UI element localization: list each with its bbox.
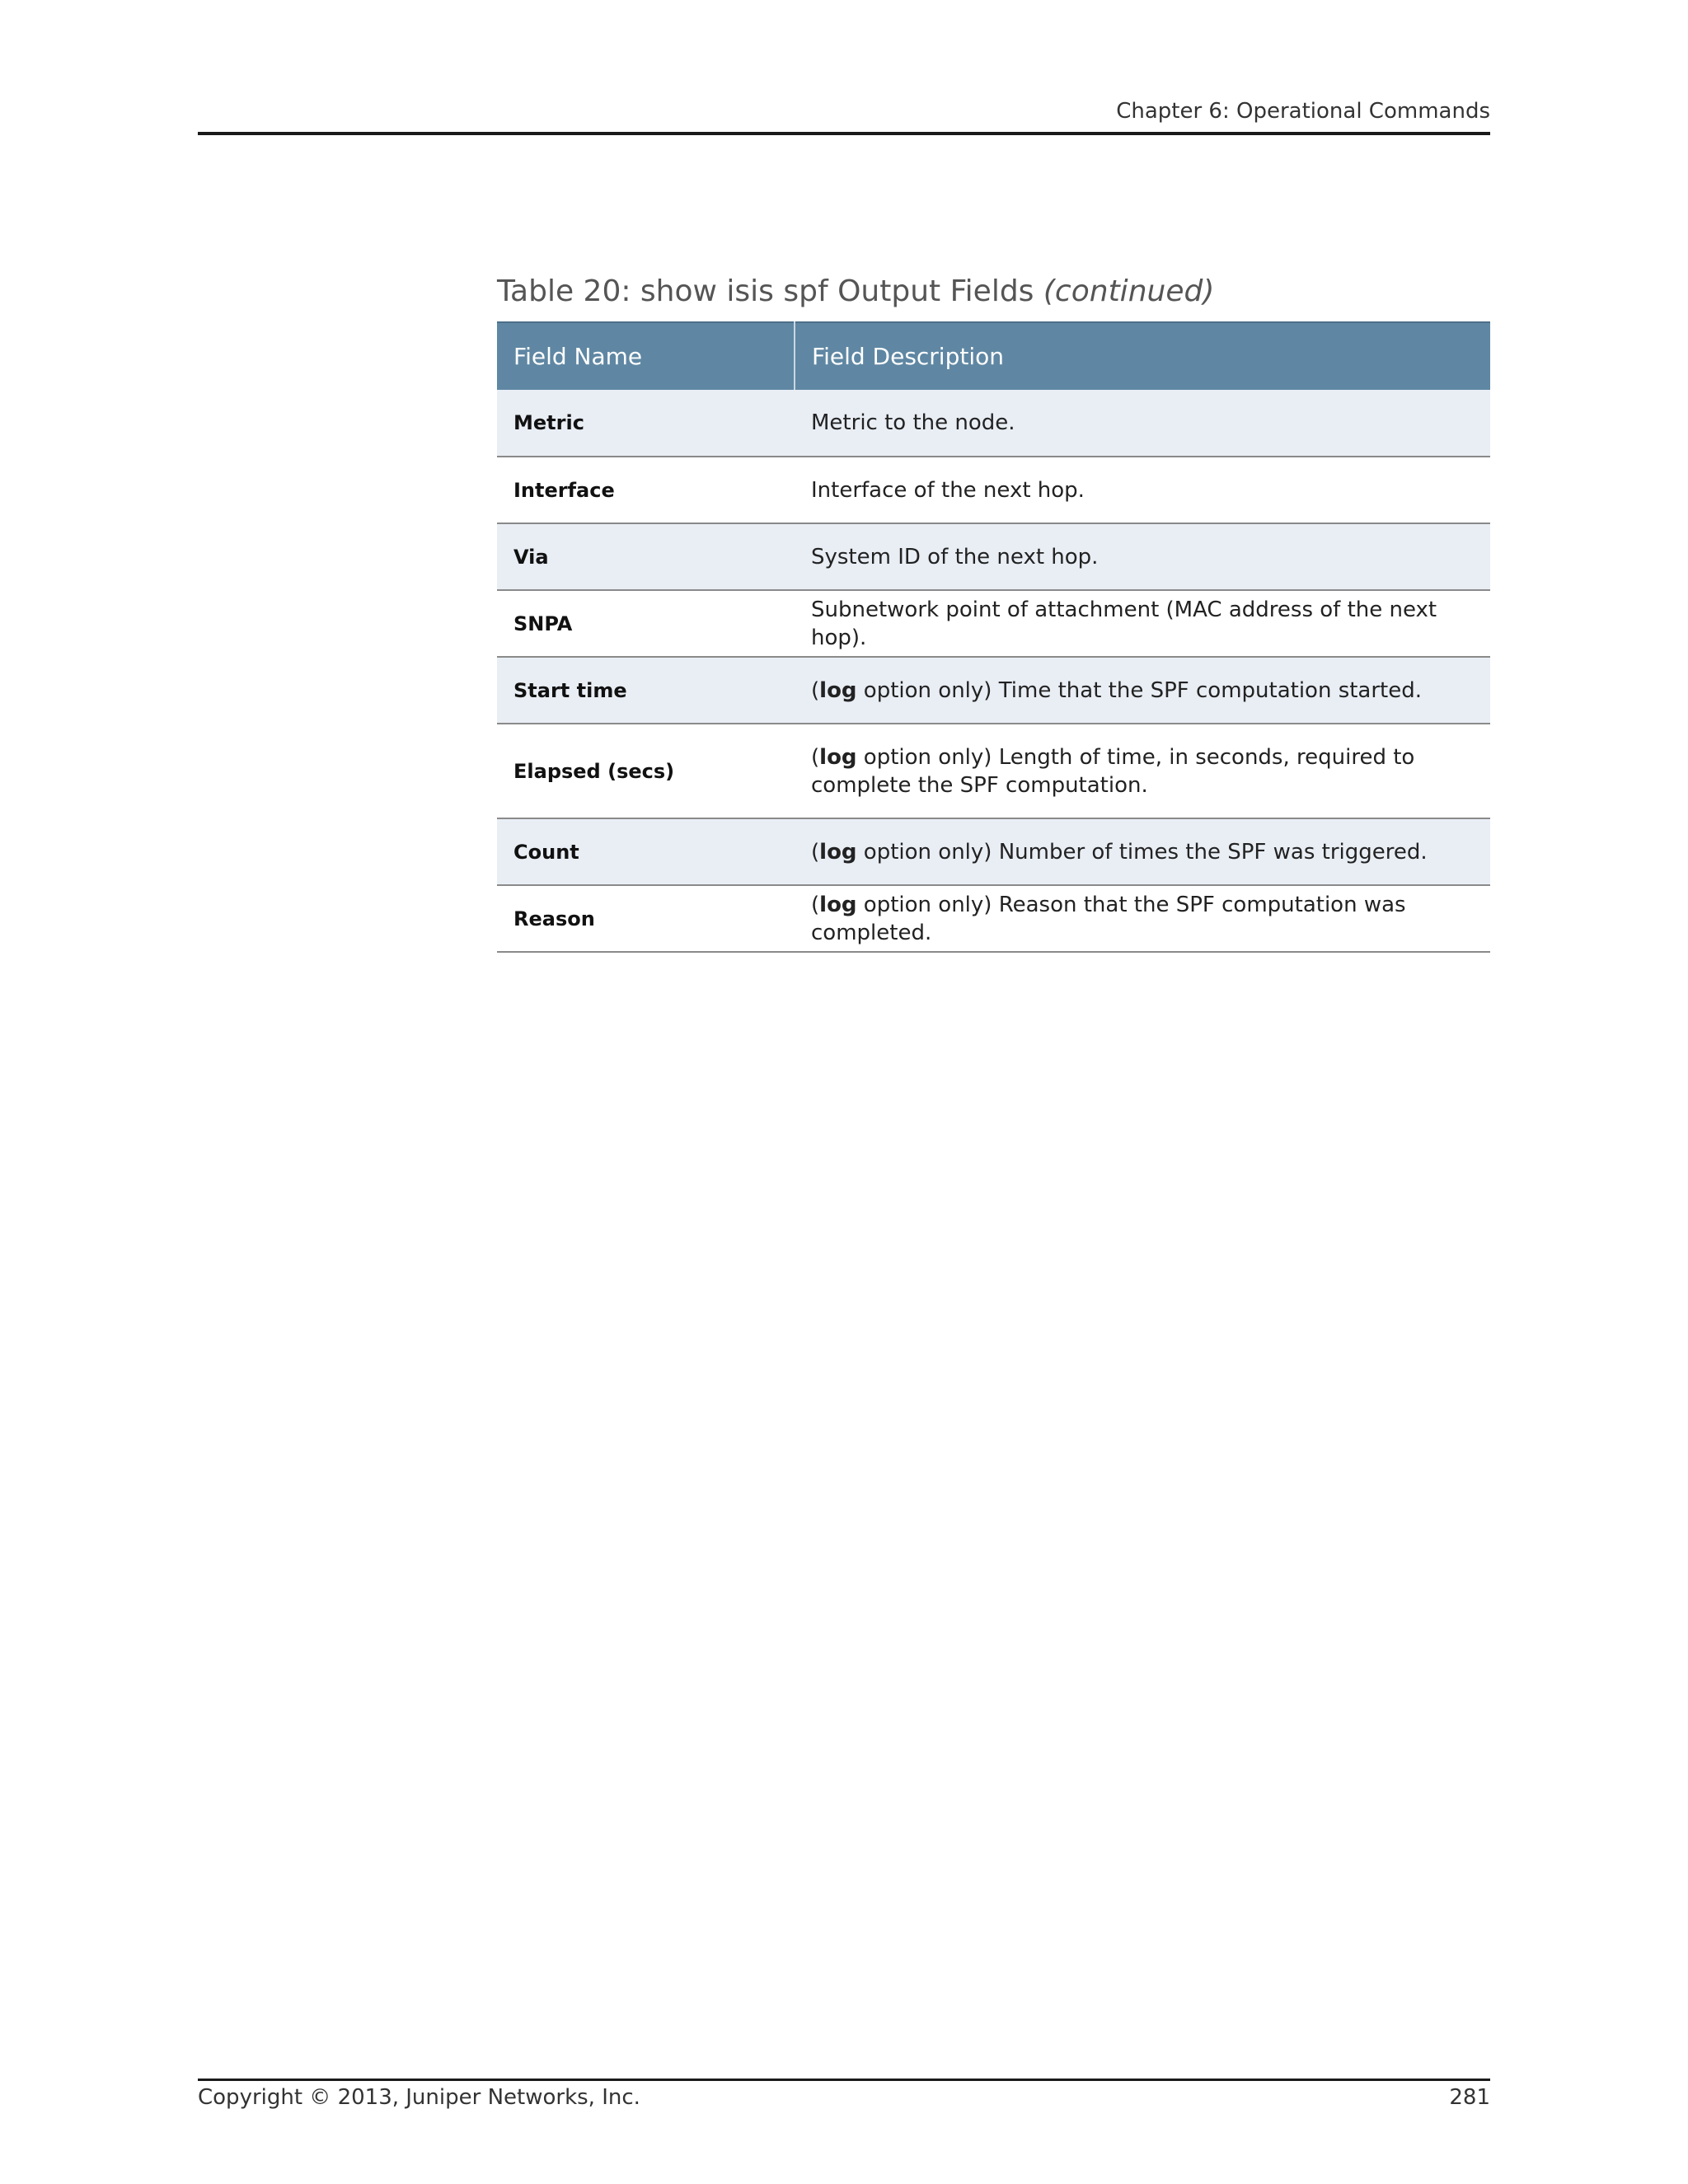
field-description-cell [795, 390, 1490, 457]
description-keyword: log [819, 744, 857, 770]
description-prefix: ( [811, 839, 820, 865]
description-prefix: ( [811, 744, 820, 770]
description-text: option only) Time that the SPF computation started. [856, 677, 1423, 703]
field-name-cell: SNPA [497, 590, 795, 657]
field-name-cell: Start time [497, 657, 795, 724]
table-title-text: Table 20: show isis spf Output Fields [497, 274, 1034, 308]
table-row [497, 523, 1490, 590]
field-name-cell: Reason [497, 885, 795, 952]
field-description-cell [795, 885, 1490, 952]
description-text: option only) Reason that the SPF computation was completed. [811, 892, 1406, 945]
description-text: Subnetwork point of attachment (MAC address of the next hop). [811, 597, 1437, 650]
table-row [497, 724, 1490, 818]
description-text: Interface of the next hop. [811, 477, 1085, 503]
column-header-field-name: Field Name [497, 322, 795, 390]
header-rule [198, 132, 1490, 135]
table-title [497, 274, 1214, 308]
description-text: option only) Number of times the SPF was triggered. [856, 839, 1428, 865]
footer-page-number: 281 [1449, 2085, 1490, 2110]
description-text: Metric to the node. [811, 410, 1015, 435]
description-text: option only) Length of time, in seconds, required to complete the SPF computation. [811, 744, 1415, 798]
description-keyword: log [819, 677, 857, 703]
table-row [497, 818, 1490, 885]
field-description-cell [795, 657, 1490, 724]
description-prefix: ( [811, 892, 820, 917]
table-row [497, 457, 1490, 523]
field-name-cell: Via [497, 523, 795, 590]
column-header-field-description: Field Description [795, 322, 1490, 390]
table-row [497, 590, 1490, 657]
chapter-header: Chapter 6: Operational Commands [1116, 99, 1490, 124]
field-name-cell: Elapsed (secs) [497, 724, 795, 818]
description-prefix: ( [811, 677, 820, 703]
field-name-cell: Metric [497, 390, 795, 457]
footer-copyright: Copyright © 2013, Juniper Networks, Inc. [198, 2085, 640, 2110]
description-keyword: log [819, 892, 857, 917]
field-description-cell [795, 523, 1490, 590]
field-name-cell: Count [497, 818, 795, 885]
field-description-cell [795, 590, 1490, 657]
table-row [497, 657, 1490, 724]
table-row [497, 390, 1490, 457]
field-description-cell [795, 818, 1490, 885]
footer-rule [198, 2079, 1490, 2081]
field-description-cell [795, 457, 1490, 523]
field-description-cell [795, 724, 1490, 818]
field-name-cell: Interface [497, 457, 795, 523]
table-title-suffix: (continued) [1043, 274, 1215, 308]
output-fields-table [497, 321, 1490, 953]
description-keyword: log [819, 839, 857, 865]
table-header-row [497, 322, 1490, 390]
table-row [497, 885, 1490, 952]
description-text: System ID of the next hop. [811, 544, 1099, 569]
